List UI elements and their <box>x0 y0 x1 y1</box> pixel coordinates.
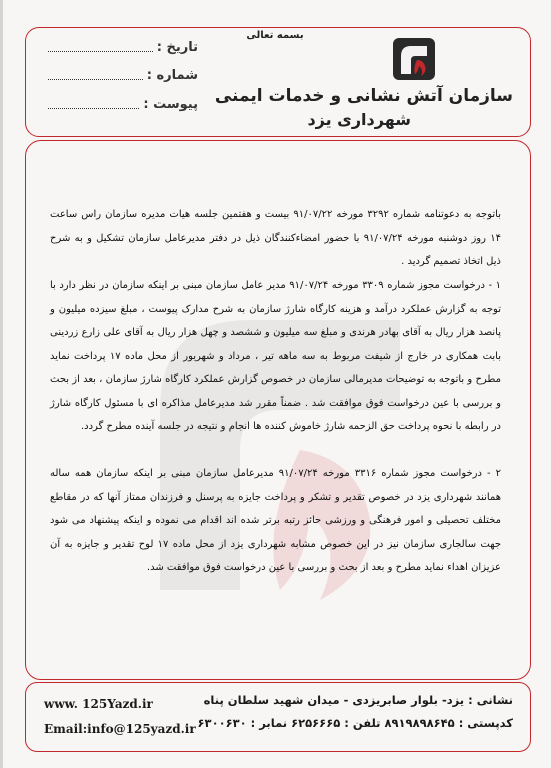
number-field <box>48 68 198 83</box>
number-line <box>48 71 143 80</box>
email-link[interactable]: Email:info@125yazd.ir <box>44 722 196 736</box>
bismillah-text: بسمه تعالی <box>246 30 304 41</box>
date-field <box>48 40 198 55</box>
number-label: شماره : <box>146 68 198 83</box>
fire-department-logo <box>391 36 437 82</box>
scan-edge <box>0 0 3 768</box>
address-text: نشانی : یزد- بلوار صابریزدی - میدان شهید سلطان پناه <box>203 693 513 707</box>
attachment-field <box>48 97 198 112</box>
attachment-line <box>48 100 139 109</box>
item-1-paragraph: ۱ - درخواست مجوز شماره ۳۳۰۹ مورخه ۹۱/۰۷/۲۴ مدیر عامل سازمان مبنی بر اینکه سازمان در نظر دارد با توجه به گزارش عملکرد درآمد و هزینه کارگاه شارژ سازمان به شرح مدارک پیوست ، مبلغ سیزده میلیون و پانصد هزار ریال به آقای بهادر هرندی و مبلغ سه میلیون و ششصد و چهل هزار ریال به آقای علی زارع زردینی بابت همکاری در خارج از شیفت مربوط به سه ماهه تیر ، مرداد و شهریور از محل ماده ۱۷ پرداخت نماید مطرح و باتوجه به توضیحات مدیرمالی سازمان در خصوص گزارش عملکرد کارگاه شارژ سازمان ، بعد از بحث و بررسی با عین درخواست فوق موافقت شد . ضمناً مقرر شد مدیرعامل مذاکره ای با مسئول کارگاه شارژ در رابطه با نحوه پرداخت حق الزحمه شارژ خاموش کننده ها انجام و نتیجه در جلسه آینده مطرح گردد. <box>50 280 501 432</box>
item-2-paragraph: ۲ - درخواست مجوز شماره ۳۳۱۶ مورخه ۹۱/۰۷/۲۴ مدیرعامل سازمان مبنی بر اینکه سازمان همه ساله همانند شهرداری یزد در خصوص تقدیر و تشکر و پرداخت جایزه به پرسنل و فرزندان ممتاز آنها که در مقاطع مختلف تحصیلی و امور فرهنگی و ورزشی حائز رتبه برتر شده اند اقدام می نموده و اینکه پیشنهاد می شود جهت سالجاری سازمان نیز در این خصوص مشابه شهرداری یزد از محل ماده ۱۷ لوح تقدیر و جایزه به آن عزیزان اهداء نماید مطرح و بعد از بحث و بررسی با عین درخواست فوق موافقت شد. <box>50 468 502 573</box>
date-label: تاریخ : <box>156 40 198 55</box>
intro-paragraph: باتوجه به دعوتنامه شماره ۳۲۹۲ مورخه ۹۱/۰۷/۲۲ بیست و هفتمین جلسه هیات مدیره سازمان راس ساعت ۱۴ روز دوشنبه مورخه ۹۱/۰۷/۲۴ با حضور امضاءکنندگان ذیل در دفتر مدیرعامل سازمان تشکیل و به شرح ذیل اتخاذ تصمیم گردید . <box>50 209 501 267</box>
contact-text: کدپستی : ۸۹۱۹۸۹۸۶۴۵ تلفن : ۶۲۵۶۶۶۵ نمابر : ۶۳۰۰۶۳۰ <box>197 716 513 730</box>
organization-name: سازمان آتش نشانی و خدمات ایمنی <box>214 86 513 106</box>
date-line <box>48 43 153 52</box>
attachment-label: پیوست : <box>143 97 198 112</box>
website-link[interactable]: www. 125Yazd.ir <box>44 697 153 711</box>
municipality-name: شهرداری یزد <box>307 110 411 129</box>
